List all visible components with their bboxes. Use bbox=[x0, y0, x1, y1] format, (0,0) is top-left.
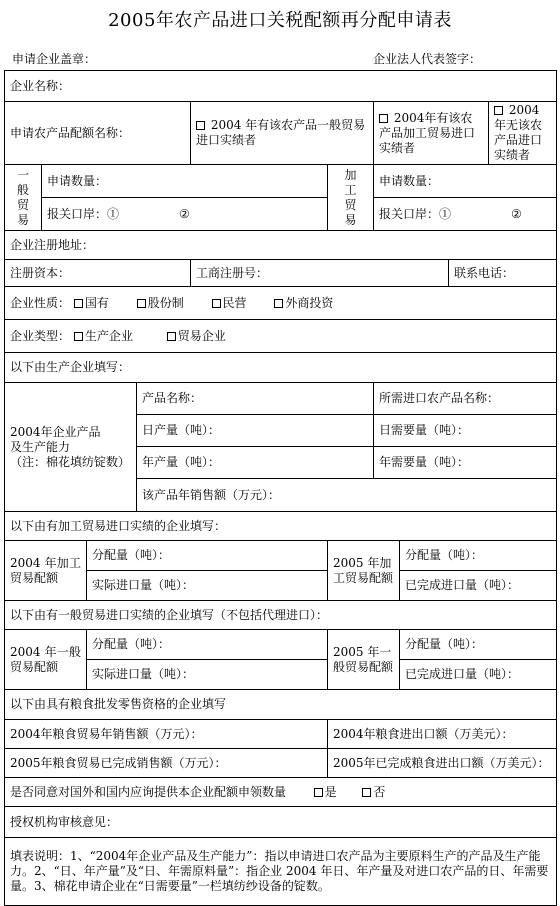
proc-2004-quota-label: 2004 年加工贸易配额 bbox=[5, 541, 87, 601]
biz-reg-no-field[interactable]: 工商注册号： bbox=[191, 260, 449, 287]
quota-option-general[interactable]: 2004 年有该农产品一般贸易进口实绩者 bbox=[191, 102, 374, 165]
reg-capital-field[interactable]: 注册资本： bbox=[5, 260, 191, 287]
annual-sales-field[interactable]: 该产品年销售额（万元）： bbox=[137, 479, 557, 512]
gen-2005-quota-label: 2005 年一般贸易配额 bbox=[328, 630, 400, 690]
grain-sales-2005-field[interactable]: 2005年粮食贸易已完成销售额（万元）： bbox=[5, 749, 328, 778]
processing-section-header: 以下由有加工贸易进口实绩的企业填写： bbox=[5, 512, 557, 541]
consent-yes-label: 是 bbox=[324, 784, 337, 799]
general-trade-label: 一 般 贸 易 bbox=[5, 165, 42, 231]
seal-label: 申请企业盖章： bbox=[12, 52, 97, 66]
proc-2005-quota-label: 2005 年加工贸易配额 bbox=[328, 541, 400, 601]
checkbox-icon[interactable] bbox=[362, 788, 371, 797]
review-opinion-field[interactable]: 授权机构审核意见： bbox=[5, 807, 557, 838]
proc-2005-allocated-field[interactable]: 分配量（吨）： bbox=[400, 541, 557, 571]
import-product-name-field[interactable]: 所需进口农产品名称： bbox=[374, 383, 557, 415]
grain-trade-2005-field[interactable]: 2005年已完成粮食进出口额（万美元）： bbox=[328, 749, 557, 778]
processing-trade-label: 加 工 贸 易 bbox=[328, 165, 374, 231]
annual-output-field[interactable]: 年产量（吨）： bbox=[137, 447, 374, 479]
phone-field[interactable]: 联系电话： bbox=[449, 260, 557, 287]
daily-need-field[interactable]: 日需要量（吨）： bbox=[374, 415, 557, 447]
gen-2004-allocated-field[interactable]: 分配量（吨）： bbox=[87, 630, 328, 660]
checkbox-icon[interactable] bbox=[74, 299, 83, 308]
form-title: 2005年农产品进口关税配额再分配申请表 bbox=[108, 10, 452, 31]
proc-2005-completed-import-field[interactable]: 已完成进口量（吨）： bbox=[400, 571, 557, 601]
checkbox-icon[interactable] bbox=[196, 121, 205, 130]
reg-address-field[interactable]: 企业注册地址： bbox=[5, 231, 557, 260]
producer-capacity-label: 2004年企业产品 及生产能力 （注：棉花填纺锭数） bbox=[5, 383, 137, 512]
grain-trade-2004-field[interactable]: 2004年粮食进出口额（万美元）： bbox=[328, 720, 557, 749]
company-name-label: 企业名称： bbox=[10, 78, 71, 93]
processing-apply-qty-field[interactable]: 申请数量： bbox=[374, 165, 557, 198]
checkbox-icon[interactable] bbox=[167, 332, 176, 341]
gen-2005-allocated-field[interactable]: 分配量（吨）： bbox=[400, 630, 557, 660]
gen-2004-quota-label: 2004 年一般贸易配额 bbox=[5, 630, 87, 690]
company-type-label: 企业类型： bbox=[10, 328, 71, 343]
checkbox-icon[interactable] bbox=[314, 788, 323, 797]
gen-2005-completed-import-field[interactable]: 已完成进口量（吨）： bbox=[400, 660, 557, 690]
checkbox-icon[interactable] bbox=[494, 106, 503, 115]
legal-rep-signature-label: 企业法人代表签字： bbox=[373, 52, 482, 66]
checkbox-icon[interactable] bbox=[74, 332, 83, 341]
proc-2004-actual-import-field[interactable]: 实际进口量（吨）： bbox=[87, 571, 328, 601]
checkbox-icon[interactable] bbox=[274, 299, 283, 308]
gen-2004-actual-import-field[interactable]: 实际进口量（吨）： bbox=[87, 660, 328, 690]
fill-instructions: 填表说明：1、“2004年企业产品及生产能力”：指以申请进口农产品为主要原料生产的产品及生产能力。2、“日、年产量”及“日、年需原料量”：指企业 2004 年日、年产量及对进口农产品的日、年需要量。3、棉花申请企业在“日需要量”一栏填纺纱设备的锭数。 bbox=[5, 838, 557, 906]
checkbox-icon[interactable] bbox=[212, 299, 221, 308]
quota-option-none[interactable]: 2004年无该农产品进口实绩者 bbox=[489, 102, 557, 165]
grain-section-header: 以下由具有粮食批发零售资格的企业填写 bbox=[5, 690, 557, 720]
general-section-header: 以下由有一般贸易进口实绩的企业填写（不包括代理进口）： bbox=[5, 601, 557, 630]
consent-label: 是否同意对国外和国内应询提供本企业配额申领数量 bbox=[10, 784, 287, 799]
checkbox-icon[interactable] bbox=[137, 299, 146, 308]
daily-output-field[interactable]: 日产量（吨）： bbox=[137, 415, 374, 447]
company-nature-row: 企业性质： 国有 股份制 民营 外商投资 bbox=[5, 287, 557, 320]
consent-row bbox=[5, 778, 557, 807]
producer-section-header: 以下由生产企业填写： bbox=[5, 353, 557, 383]
processing-customs-port-field[interactable]: 报关口岸：① ② bbox=[374, 198, 557, 231]
consent-no-label: 否 bbox=[373, 784, 386, 799]
product-name-field[interactable]: 产品名称： bbox=[137, 383, 374, 415]
company-name-field[interactable] bbox=[5, 71, 557, 102]
quota-name-label: 申请农产品配额名称： bbox=[5, 102, 191, 165]
annual-need-field[interactable]: 年需要量（吨）： bbox=[374, 447, 557, 479]
application-form-table bbox=[4, 70, 557, 906]
general-customs-port-field[interactable]: 报关口岸：① ② bbox=[42, 198, 328, 231]
grain-sales-2004-field[interactable]: 2004年粮食贸易年销售额（万元）： bbox=[5, 720, 328, 749]
company-type-row: 企业类型： 生产企业 贸易企业 bbox=[5, 320, 557, 353]
checkbox-icon[interactable] bbox=[379, 114, 388, 123]
company-nature-label: 企业性质： bbox=[10, 295, 71, 310]
general-apply-qty-field[interactable]: 申请数量： bbox=[42, 165, 328, 198]
proc-2004-allocated-field[interactable]: 分配量（吨）： bbox=[87, 541, 328, 571]
quota-option-processing[interactable]: 2004年有该农产品加工贸易进口实绩者 bbox=[374, 102, 489, 165]
